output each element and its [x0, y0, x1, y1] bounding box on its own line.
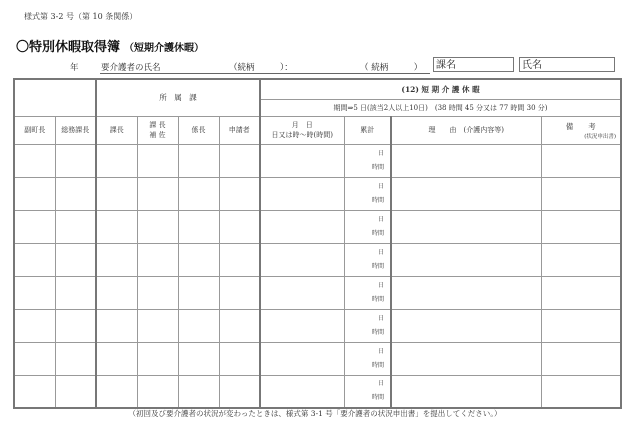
- cell-date[interactable]: [260, 177, 344, 210]
- leave-type-header: (12) 短 期 介 護 休 暇: [260, 79, 621, 99]
- cell-applicant[interactable]: [219, 276, 260, 309]
- cell-reason[interactable]: [391, 342, 541, 375]
- title-main: 〇特別休暇取得簿: [16, 40, 121, 55]
- cumulative-hour-unit: 時間: [371, 361, 384, 369]
- cell-vice-mayor[interactable]: [14, 144, 55, 177]
- col-vice-mayor: 副町長: [14, 116, 55, 144]
- cumulative-hour-unit: 時間: [371, 394, 384, 402]
- cell-deputy-chief[interactable]: [137, 309, 178, 342]
- cell-vice-mayor[interactable]: [14, 177, 55, 210]
- cell-deputy-chief[interactable]: [137, 177, 178, 210]
- cell-section-chief[interactable]: [96, 276, 137, 309]
- cell-applicant[interactable]: [219, 342, 260, 375]
- cell-remarks[interactable]: [541, 243, 621, 276]
- remarks-line1: 備 考: [565, 121, 596, 131]
- cell-applicant[interactable]: [219, 243, 260, 276]
- cell-section-chief[interactable]: [96, 210, 137, 243]
- table-row: [14, 243, 621, 276]
- cell-subsection-chief[interactable]: [178, 243, 219, 276]
- cell-reason[interactable]: [391, 210, 541, 243]
- relation-1: （続柄 ）：: [229, 63, 293, 73]
- table-row: [14, 309, 621, 342]
- cumulative-hour-unit: 時間: [371, 196, 384, 204]
- col-reason: 理 由 (介護内容等): [391, 116, 541, 144]
- cell-applicant[interactable]: [219, 309, 260, 342]
- cumulative-day-unit: 日: [377, 314, 384, 322]
- table-row: [14, 144, 621, 177]
- cell-vice-mayor[interactable]: [14, 210, 55, 243]
- cumulative-hour-unit: 時間: [371, 328, 384, 336]
- cell-remarks[interactable]: [541, 309, 621, 342]
- cell-vice-mayor[interactable]: [14, 309, 55, 342]
- cell-subsection-chief[interactable]: [178, 309, 219, 342]
- table-row: [14, 375, 621, 408]
- cell-section-chief[interactable]: [96, 243, 137, 276]
- cumulative-hour-unit: 時間: [371, 163, 384, 171]
- cumulative-day-unit: 日: [377, 347, 384, 355]
- col-deputy-chief: [137, 116, 178, 144]
- cell-applicant[interactable]: [219, 144, 260, 177]
- cell-applicant[interactable]: [219, 210, 260, 243]
- cell-subsection-chief[interactable]: [178, 177, 219, 210]
- cell-cumulative[interactable]: [344, 309, 391, 342]
- cell-general-manager[interactable]: [55, 276, 96, 309]
- cell-applicant[interactable]: [219, 375, 260, 408]
- cell-reason[interactable]: [391, 243, 541, 276]
- cell-cumulative[interactable]: [344, 210, 391, 243]
- cell-cumulative[interactable]: [344, 375, 391, 408]
- cell-deputy-chief[interactable]: [137, 276, 178, 309]
- cell-remarks[interactable]: [541, 177, 621, 210]
- cell-remarks[interactable]: [541, 342, 621, 375]
- cell-section-chief[interactable]: [96, 309, 137, 342]
- cell-general-manager[interactable]: [55, 144, 96, 177]
- cell-applicant[interactable]: [219, 177, 260, 210]
- cumulative-hour-unit: 時間: [371, 229, 384, 237]
- cell-general-manager[interactable]: [55, 243, 96, 276]
- cell-date[interactable]: [260, 309, 344, 342]
- cell-remarks[interactable]: [541, 375, 621, 408]
- cumulative-day-unit: 日: [377, 215, 384, 223]
- cell-general-manager[interactable]: [55, 177, 96, 210]
- cell-reason[interactable]: [391, 309, 541, 342]
- leave-record-table: [13, 78, 622, 409]
- col-general-manager: 総務課長: [55, 116, 96, 144]
- date-line2: 日又は時～時(時間): [271, 131, 333, 139]
- deputy-line2: 補 佐: [149, 131, 166, 139]
- cell-date[interactable]: [260, 276, 344, 309]
- cell-general-manager[interactable]: [55, 375, 96, 408]
- cell-section-chief[interactable]: [96, 375, 137, 408]
- period-text: 期間⇒5 日(該当2人以上10日) (38 時間 45 分又は 77 時間 30 分): [260, 99, 621, 116]
- cell-subsection-chief[interactable]: [178, 276, 219, 309]
- cell-deputy-chief[interactable]: [137, 210, 178, 243]
- cell-section-chief[interactable]: [96, 144, 137, 177]
- table-row: [14, 276, 621, 309]
- cell-general-manager[interactable]: [55, 342, 96, 375]
- col-date: [260, 116, 344, 144]
- col-section-chief: 課長: [96, 116, 137, 144]
- cell-remarks[interactable]: [541, 276, 621, 309]
- cell-deputy-chief[interactable]: [137, 375, 178, 408]
- cell-remarks[interactable]: [541, 210, 621, 243]
- cumulative-day-unit: 日: [377, 380, 384, 388]
- cell-subsection-chief[interactable]: [178, 375, 219, 408]
- approver-blank: [14, 79, 96, 116]
- employee-name-field[interactable]: 氏名: [519, 57, 615, 72]
- remarks-line2: (状況申出書): [584, 133, 616, 140]
- year-label: 年: [70, 63, 79, 73]
- cell-general-manager[interactable]: [55, 309, 96, 342]
- col-applicant: 申請者: [219, 116, 260, 144]
- cumulative-day-unit: 日: [377, 182, 384, 190]
- footer-note: （初回及び要介護者の状況が変わったときは、様式第 3-1 号「要介護者の状況申出書」を提出してください。）: [128, 409, 502, 418]
- cell-section-chief[interactable]: [96, 342, 137, 375]
- cell-date[interactable]: [260, 342, 344, 375]
- cell-cumulative[interactable]: [344, 342, 391, 375]
- cell-subsection-chief[interactable]: [178, 144, 219, 177]
- title-sub: （短期介護休暇）: [124, 43, 205, 54]
- cell-vice-mayor[interactable]: [14, 243, 55, 276]
- table-row: [14, 177, 621, 210]
- cell-date[interactable]: [260, 375, 344, 408]
- cell-deputy-chief[interactable]: [137, 342, 178, 375]
- caregiver-underline: [100, 73, 430, 74]
- table-row: [14, 210, 621, 243]
- caregiver-label: 要介護者の氏名: [101, 63, 161, 73]
- cell-reason[interactable]: [391, 276, 541, 309]
- cell-reason[interactable]: [391, 375, 541, 408]
- cumulative-hour-unit: 時間: [371, 262, 384, 270]
- cumulative-day-unit: 日: [377, 281, 384, 289]
- cell-cumulative[interactable]: [344, 177, 391, 210]
- page-title: [16, 36, 204, 55]
- cell-vice-mayor[interactable]: [14, 375, 55, 408]
- cell-subsection-chief[interactable]: [178, 342, 219, 375]
- dept-header: 所 属 課: [96, 79, 260, 116]
- col-remarks: [541, 116, 621, 144]
- cell-reason[interactable]: [391, 144, 541, 177]
- cell-date[interactable]: [260, 210, 344, 243]
- cell-subsection-chief[interactable]: [178, 210, 219, 243]
- cell-deputy-chief[interactable]: [137, 243, 178, 276]
- cumulative-day-unit: 日: [377, 248, 384, 256]
- table-row: [14, 342, 621, 375]
- cell-vice-mayor[interactable]: [14, 342, 55, 375]
- cell-date[interactable]: [260, 243, 344, 276]
- cell-cumulative[interactable]: [344, 144, 391, 177]
- cell-reason[interactable]: [391, 177, 541, 210]
- cell-general-manager[interactable]: [55, 210, 96, 243]
- section-name-field[interactable]: 課名: [433, 57, 514, 72]
- cumulative-hour-unit: 時間: [371, 295, 384, 303]
- cell-cumulative[interactable]: [344, 243, 391, 276]
- cell-deputy-chief[interactable]: [137, 144, 178, 177]
- cell-cumulative[interactable]: [344, 276, 391, 309]
- cell-section-chief[interactable]: [96, 177, 137, 210]
- relation-2: （ 続柄 ）: [360, 63, 423, 73]
- form-number: 様式第 3-2 号（第 10 条関係）: [24, 12, 138, 21]
- cell-date[interactable]: [260, 144, 344, 177]
- col-subsection-chief: 係長: [178, 116, 219, 144]
- cumulative-day-unit: 日: [377, 149, 384, 157]
- col-cumulative: 累計: [344, 116, 391, 144]
- cell-remarks[interactable]: [541, 144, 621, 177]
- cell-vice-mayor[interactable]: [14, 276, 55, 309]
- date-line1: 月 日: [291, 121, 313, 129]
- deputy-line1: 課 長: [149, 121, 166, 129]
